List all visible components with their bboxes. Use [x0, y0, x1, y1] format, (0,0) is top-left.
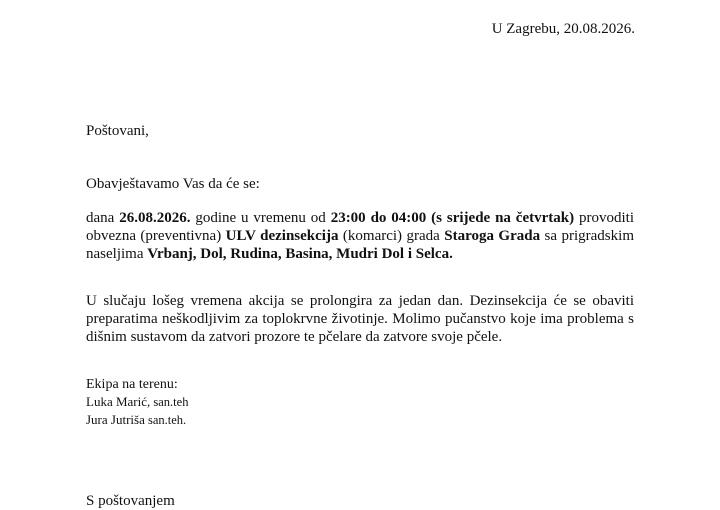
- p1-text-2: godine u vremenu od: [190, 210, 331, 226]
- town-name: Staroga Grada: [444, 228, 541, 244]
- action-time: 23:00 do 04:00 (s srijede na četvrtak): [330, 210, 575, 226]
- p1-text-5: sa prigradskim naseljima: [86, 228, 634, 262]
- action-date: 26.08.2026.: [119, 210, 191, 226]
- notice-paragraph: U slučaju lošeg vremena akcija se prolongira za jedan dan. Dezinsekcija će se obaviti preparatima neškodljivim za toplokrvne životinje. Molimo pučanstvo koje ima problema s dišnim sustavom da zatvori prozore te pčelare da zatvore svoje pčele.: [86, 293, 634, 345]
- place-date: U Zagrebu, 20.08.2026.: [491, 21, 635, 37]
- announcement-paragraph: [86, 209, 634, 263]
- p1-text-3: provoditi obvezna (preventivna): [86, 210, 635, 244]
- settlements-list: Vrbanj, Dol, Rudina, Basina, Mudri Dol i Selca.: [147, 246, 453, 262]
- member-name: Luka Marić,: [86, 394, 151, 409]
- closing: S poštovanjem: [86, 493, 175, 509]
- member-role: san.teh: [150, 395, 189, 409]
- action-type: ULV dezinsekcija: [225, 228, 339, 244]
- member-name: Jura Jutriša: [86, 412, 145, 427]
- team-member: [86, 393, 188, 411]
- team-member: [86, 411, 188, 429]
- intro-line: Obavještavamo Vas da će se:: [86, 176, 260, 192]
- greeting: Poštovani,: [86, 123, 149, 139]
- p1-text-1: dana: [86, 210, 120, 226]
- team-label: Ekipa na terenu:: [86, 377, 178, 392]
- p1-text-4: (komarci) grada: [338, 228, 445, 244]
- field-team: [86, 376, 188, 429]
- member-role: san.teh.: [144, 413, 187, 427]
